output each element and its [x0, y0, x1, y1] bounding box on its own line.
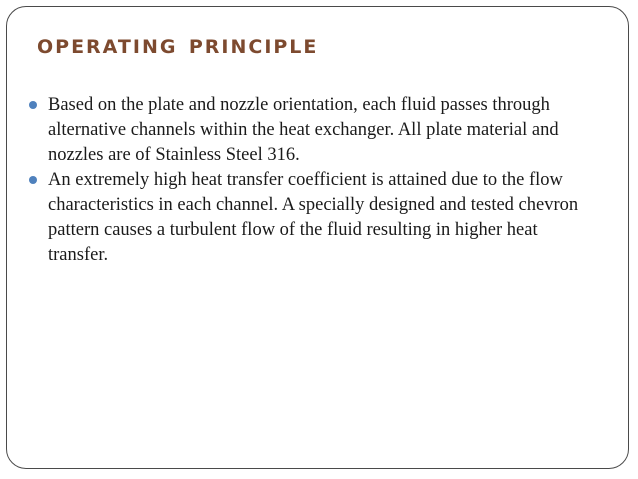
bullet-item: [28, 168, 598, 268]
bullet-dot-icon: [29, 176, 37, 184]
bullet-dot-icon: [29, 101, 37, 109]
bullet-text: An extremely high heat transfer coefficient is attained due to the flow characteristics in each channel. A specially designed and tested chevron pattern causes a turbulent flow of the fluid resulting in higher heat transfer.: [48, 170, 579, 265]
slide-title: operating principle: [37, 29, 319, 60]
bullet-list: [28, 93, 598, 268]
bullet-text: Based on the plate and nozzle orientation, each fluid passes through alternative channels within the heat exchanger. All plate material and nozzles are of Stainless Steel 316.: [48, 95, 559, 165]
bullet-item: [28, 93, 598, 168]
